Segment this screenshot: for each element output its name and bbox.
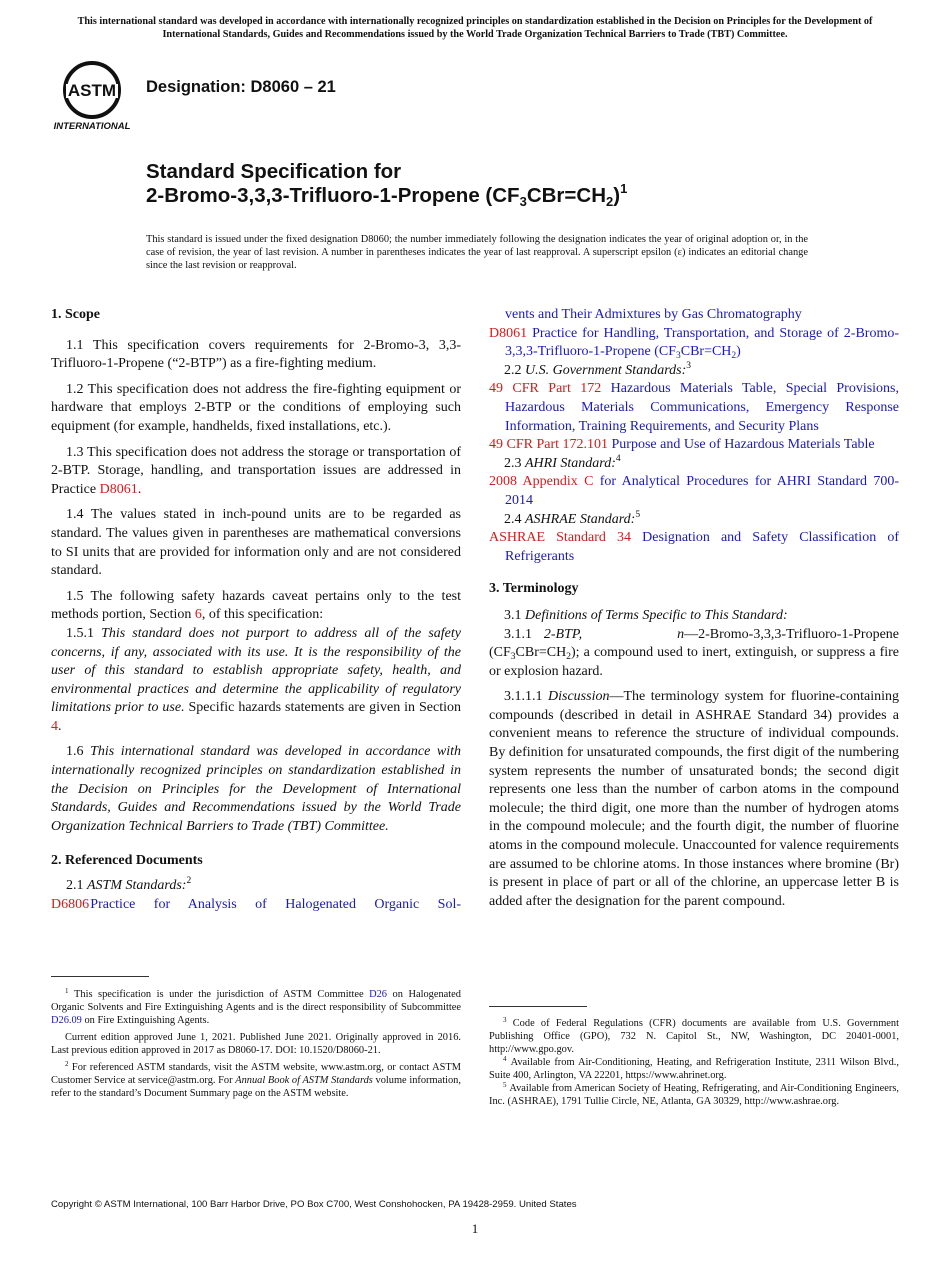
para-1-5: 1.5 The following safety hazards caveat pertains only to the test methods portion, Section 6, of this specification: [51,588,461,623]
link-section-4[interactable]: 4 [51,718,58,734]
para-3-1-1-1: 3.1.1.1 Discussion—The terminology system for fluorine-containing compounds (described in detail in ASHRAE Standard 34) provides a convenient means to reference the structure of individual compounds. By definition for unsaturated compounds, the first digit of the numbering system represents the number of unsaturated bonds; the second digit represents one less than the number of carbon atoms in the compound molecule; the third digit, one more than the number of hydrogen atoms in the compound molecule; and the fourth digit, the number of fluorine atoms in the compound molecule. Unaccounted for valence requirements are assumed to be chlorine atoms. In those instances where bromine (Br) is present in place of part or all of the chlorine, an uppercase letter B is added after the designation for the parent compound. [489,689,899,909]
para-2-3: 2.3 AHRI Standard:$^4$ [504,453,621,471]
footnote-1-edition: Current edition approved June 1, 2021. Published June 2021. Originally approved in 2016. Last previous edition approved in 2017 as D8060-17. DOI: 10.1520/D8060-21. [51,1032,461,1056]
page-title [146,160,627,208]
section-heading-referenced-documents: 2. Referenced Documents [51,853,203,869]
title-line-2: 2-Bromo-3,3,3-Trifluoro-1-Propene $(CF_3CBr=CH_2)^1$ [146,181,628,209]
ref-49-cfr-172-101[interactable]: 49 CFR Part 172.101 Purpose and Use of Hazardous Materials Table [489,437,875,453]
footnote-rule-left [51,976,149,977]
top-notice: This international standard was developed in accordance with internationally recognized principles on standardization established in the Decision on Principles for the Development of International Standards, Guides and Recommendations issued by the World Trade Organization Technical Barriers to Trade (TBT) Committee. [77,16,873,40]
link-d26-09[interactable]: D26.09 [51,1015,82,1026]
footnote-1: $^1$ This specification is under the jurisdiction of ASTM Committee D26 on Halogenated Organic Solvents and Fire Extinguishing Agents and is the direct responsibility of Subcommittee D26.09 on Fire Extinguishing Agents. [51,987,461,1026]
para-3-1-1: 3.1.1 2-BTP, n—2-Bromo-3,3,3-Trifluoro-1-Propene $(CF_3CBr=CH_2)$; a compound used to inert, extinguish, or suppress a fire or explosion hazard. [489,626,900,679]
ref-ahri-appendix-c[interactable]: 2008 Appendix C for Analytical Procedures for AHRI Standard 700-2014 [489,474,899,508]
ref-code-ahri: 2008 Appendix C [489,474,594,490]
footnote-4: $^4$ Available from Air-Conditioning, Heating, and Refrigeration Institute, 2311 Wilson Blvd., Suite 400, Arlington, VA 22201, https://www.ahrinet.org. [489,1055,899,1081]
right-column [489,306,899,911]
ref-ashrae-34[interactable]: ASHRAE Standard 34 Designation and Safety Classification of Refrigerants [489,530,899,564]
para-2-2: 2.2 U.S. Government Standards:$^3$ [504,360,691,378]
footnotes-right [489,1017,899,1108]
ref-code-49-cfr-172: 49 CFR Part 172 [489,381,602,397]
para-1-5-1: 1.5.1 This standard does not purport to address all of the safety concerns, if any, associated with its use. It is the responsibility of the user of this standard to establish appropriate safety, health, and environmental practices and determine the applicability of regulatory limitations prior to use. Specific hazards statements are given in Section 4. [51,625,462,734]
section-heading-terminology: 3. Terminology [489,581,579,597]
copyright-notice: Copyright © ASTM International, 100 Barr Harbor Drive, PO Box C700, West Conshohocken, PA 19428-2959. United States [51,1199,577,1210]
link-d26[interactable]: D26 [369,989,388,1000]
section-heading-scope: 1. Scope [51,307,100,322]
ref-d8061[interactable]: D8061 Practice for Handling, Transportation, and Storage of 2-Bromo-3,3,3-Trifluoro-1-Propene $(CF_3CBr=CH_2)$ [489,325,899,362]
ref-d6806-start[interactable]: D6806 Practice for Analysis of Halogenated Organic Sol- [51,896,461,912]
ref-code-d6806: D6806 [51,896,90,912]
para-1-2: 1.2 This specification does not address the fire-fighting equipment or hardware that employs 2-BTP or the conditions of employing such equipment (for example, handhelds, fixed installations, etc.). [51,381,461,434]
designation: Designation: D8060 – 21 [146,78,336,96]
footnotes-left [51,988,461,1100]
ref-code-ashrae: ASHRAE Standard 34 [489,530,632,546]
page-number: 1 [471,1221,479,1236]
footnote-3: $^3$ Code of Federal Regulations (CFR) documents are available from U.S. Government Publishing Office (GPO), 732 N. Capitol St., NW, Washington, DC 20401-0001, http://www.gpo.gov. [489,1016,899,1055]
ref-49-cfr-172[interactable]: 49 CFR Part 172 Hazardous Materials Table, Special Provisions, Hazardous Materials Communications, Emergency Response Information, Training Requirements, and Security Plans [489,381,900,434]
para-2-4: 2.4 ASHRAE Standard:$^5$ [504,509,641,527]
para-1-4: 1.4 The values stated in inch-pound units are to be regarded as standard. The values given in parentheses are mathematical conversions to SI units that are provided for information only and are not considered standard. [51,507,461,579]
left-column [51,306,461,914]
para-1-3: 1.3 This specification does not address the storage or transportation of 2-BTP. Storage, handling, and transportation issues are addressed in Practice D8061. [51,444,461,497]
astm-logo-icon [52,60,134,134]
astm-logo [52,60,134,134]
ref-code-d8061: D8061 [489,325,528,341]
link-section-6[interactable]: 6 [194,607,202,623]
logo-subtext: INTERNATIONAL [53,121,131,132]
ref-d6806-cont[interactable]: vents and Their Admixtures by Gas Chromatography [505,307,802,322]
logo-letters: ASTM [67,81,117,100]
issuance-note: This standard is issued under the fixed designation D8060; the number immediately following the designation indicates the year of original adoption or, in the case of revision, the year of last revision. A number in parentheses indicates the year of last reapproval. A superscript epsilon (ε) indicates an editorial change since the last revision or reapproval. [146,234,808,271]
title-line-1: Standard Specification for [146,160,402,183]
footnote-5: $^5$ Available from American Society of Heating, Refrigerating, and Air-Conditioning Engineers, Inc. (ASHRAE), 1791 Tullie Circle, NE, Atlanta, GA 30329, http://www.ashrae.org. [489,1081,899,1107]
ref-code-49-cfr-172-101: 49 CFR Part 172.101 [489,437,609,453]
link-d8061[interactable]: D8061 [99,481,138,497]
para-1-1: 1.1 This specification covers requirements for 2-Bromo-3, 3,3-Trifluoro-1-Propene (“2-BTP”) as a fire-fighting medium. [51,337,461,372]
footnote-rule-right [489,1006,587,1007]
para-3-1: 3.1 Definitions of Terms Specific to This Standard: [504,607,788,623]
para-1-6: 1.6 This international standard was developed in accordance with internationally recognized principles on standardization established in the Decision on Principles for the Development of International Standards, Guides and Recommendations issued by the World Trade Organization Technical Barriers to Trade (TBT) Committee. [51,744,462,834]
footnote-2: $^2$ For referenced ASTM standards, visit the ASTM website, www.astm.org, or contact ASTM Customer Service at service@astm.org. For Annual Book of ASTM Standards volume information, refer to the standard’s Document Summary page on the ASTM website. [51,1060,461,1099]
para-2-1: 2.1 ASTM Standards:$^2$ [66,876,192,894]
